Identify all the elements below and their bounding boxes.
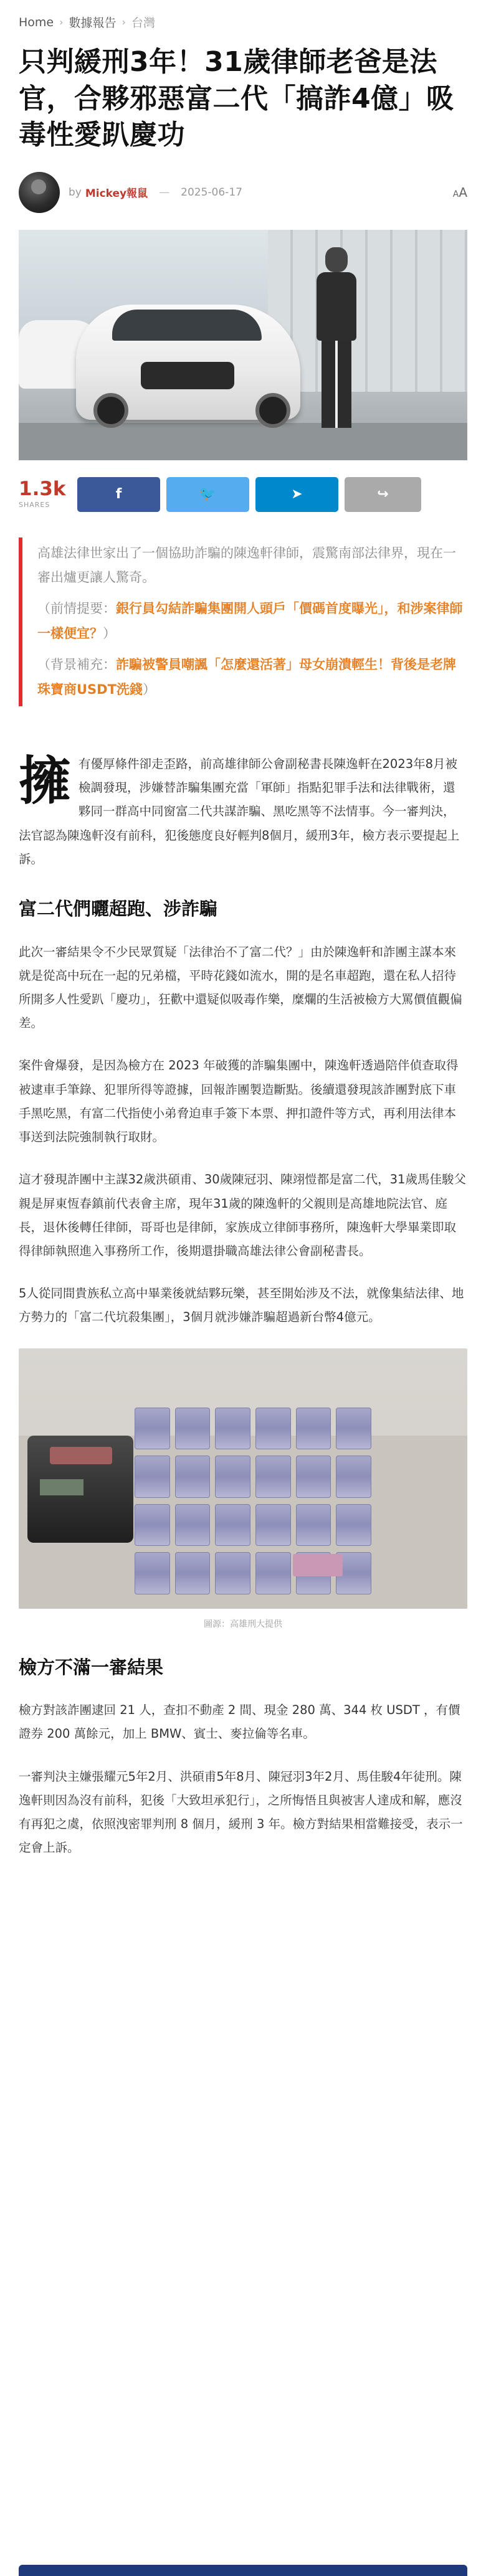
article-summary-quote [19,537,467,706]
hero-ground [19,423,467,460]
money-counter-machine [27,1436,133,1543]
share-count [19,480,74,509]
twitter-icon: 🐦 [199,486,217,503]
hero-person-shirt [317,272,356,341]
cash-stack [135,1456,170,1498]
share-count-number: 1.3k [19,478,66,501]
cash-stack [296,1456,331,1498]
lead-text: 有優厚條件卻走歪路，前高雄律師公會副秘書長陳逸軒在2023年8月被檢調發現，涉嫌替詐騙集團充當「軍師」指點犯罪手法和法律戰術，還夥同一群高中同窗富二代共謀詐騙、黑吃黑等不法情事。今一審判決，法官認為陳逸軒沒有前科，犯後態度良好輕判8個月，緩刑3年，檢方表示要提起上訴。 [19,756,460,866]
cash-stack [215,1504,250,1546]
breadcrumb [19,0,467,31]
font-size-large-icon: A [459,184,467,200]
hero-person-head [325,247,348,272]
cash-stack [255,1552,291,1594]
drop-cap: 擁 [19,750,72,812]
cash-stack [135,1504,170,1546]
breadcrumb-home[interactable]: Home [19,15,54,29]
note-prefix: （前情提要： [37,601,116,617]
hero-person-pants [322,341,351,428]
hero-windshield [112,310,262,341]
summary-text: 高雄法律世家出了一個協助詐騙的陳逸軒律師，震驚南部法律界，現在一審出爐更讓人驚奇。 [37,545,456,585]
cash-stack [135,1552,170,1594]
section-heading-1: 富二代們曬超跑、涉詐騙 [19,897,218,919]
twitter-share-button[interactable] [166,477,249,512]
cash-stack [255,1504,291,1546]
photo-caption: 圖源：高雄刑大提供 [204,1619,282,1629]
cash-stack [175,1408,211,1450]
body-paragraph: 一審判決主嫌張耀元5年2月、洪碩甫5年8月、陳冠羽3年2月、馬佳駿4年徒刑。陳逸軒則因為沒有前科，犯後「大致坦承犯行」，之所悔悟且與被害人達成和解，應沒有再犯之虞，依照洩密罪判刑 8 個月，緩刑 3 年。檢方對結果相當難接受，表示一定會上訴。 [19,1769,463,1855]
machine-screen [40,1479,83,1495]
facebook-icon: f [115,486,122,503]
lead-paragraph [19,752,467,871]
breadcrumb-current[interactable]: 台灣 [131,16,155,30]
share-bar [19,474,467,515]
cash-stack [215,1552,250,1594]
cash-stack [336,1408,371,1450]
cash-stack [175,1456,211,1498]
cash-stack [135,1408,170,1450]
facebook-share-button[interactable] [77,477,160,512]
publish-date: 2025-06-17 [181,186,242,199]
machine-slot [50,1447,112,1464]
background-note-1 [37,597,467,646]
share-count-label: SHARES [19,501,50,509]
note-prefix: （背景補充： [37,657,116,673]
article-title: 只判緩刑3年！31歲律師老爸是法官，合夥邪惡富二代「搞詐4億」吸毒性愛趴慶功 [19,46,454,151]
hero-wheel [93,393,128,428]
evidence-photo [19,1348,467,1609]
note-suffix: ） [142,682,156,697]
share-icon: ↪ [377,486,389,503]
cash-stack [175,1504,211,1546]
pink-banknote [293,1554,343,1576]
hero-image [19,230,467,460]
telegram-share-button[interactable] [255,477,338,512]
author-name[interactable]: Mickey報鼠 [85,187,148,201]
bottom-banner-edge[interactable] [19,2565,467,2576]
body-paragraph: 案件會爆發，是因為檢方在 2023 年破獲的詐騙集團中，陳逸軒透過陪伴偵查取得被逮車手筆錄、犯罪所得等證據，回報詐團製造斷點。後續還發現該詐團對底下車手黑吃黑，有富二代指使小弟脅迫車手簽下本票、押扣證件等方式，再利用法律本事送到法院強制執行取財。 [19,1058,459,1145]
article-meta [19,168,467,217]
related-article-link-1[interactable]: 銀行員勾結詐騙集團開人頭戶「價碼首度曝光」，和涉案律師一樣便宜？ [37,601,463,642]
cash-stack [175,1552,211,1594]
cash-stack [296,1408,331,1450]
cash-stack [255,1456,291,1498]
cash-stack [255,1408,291,1450]
cash-stack [215,1408,250,1450]
by-label: by [69,186,82,199]
background-note-2 [37,653,467,703]
more-share-button[interactable] [345,477,421,512]
related-article-link-2[interactable]: 詐騙被警員嘲諷「怎麼還活著」母女崩潰輕生！背後是老牌珠寶商USDT洗錢 [37,657,456,697]
cash-stack [336,1456,371,1498]
body-paragraph: 這才發現詐團中主謀32歲洪碩甫、30歲陳冠羽、陳翊愷都是富二代，31歲馬佳駿父親是屏東恆春鎮前代表會主席，現年31歲的陳逸軒的父親則是高雄地院法官、庭長，退休後轉任律師，哥哥也是律師，家族成立律師事務所，陳逸軒大學畢業即取得律師執照進入事務所工作，後期還掛職高雄法律公會副秘書長。 [19,1172,466,1258]
cash-stack [296,1504,331,1546]
body-paragraph: 此次一審結果令不少民眾質疑「法律治不了富二代？」由於陳逸軒和詐團主謀本來就是從高中玩在一起的兄弟檔，平時花錢如流水，開的是名車超跑，還在私人招待所開多人性愛趴「慶功」，狂歡中還疑似吸毒作樂，糜爛的生活被檢方大罵價值觀偏差。 [19,944,462,1031]
note-suffix: ） [103,626,116,642]
hero-grille [141,362,234,389]
telegram-icon: ➤ [291,486,303,503]
breadcrumb-category[interactable]: 數據報告 [69,16,117,30]
section-heading-2: 檢方不滿一審結果 [19,1656,164,1678]
font-size-toggle[interactable] [453,185,467,200]
meta-dash: — [159,186,170,199]
breadcrumb-separator: › [59,16,64,28]
body-paragraph: 5人從同間貴族私立高中畢業後就結夥玩樂，甚至開始涉及不法，就像集結法律、地方勢力的「富二代坑殺集團」，3個月就涉嫌詐騙超過新台幣4億元。 [19,1286,464,1325]
font-size-small-icon: A [452,189,459,199]
hero-wheel [255,393,290,428]
cash-stack [336,1504,371,1546]
author-avatar[interactable] [19,172,60,213]
body-paragraph: 檢方對該詐團逮回 21 人，查扣不動產 2 間、現金 280 萬、344 枚 USDT ，有價證券 200 萬餘元，加上 BMW、賓士、麥拉倫等名車。 [19,1703,460,1741]
hero-person [317,247,355,434]
cash-stack [215,1456,250,1498]
breadcrumb-separator: › [122,16,126,28]
